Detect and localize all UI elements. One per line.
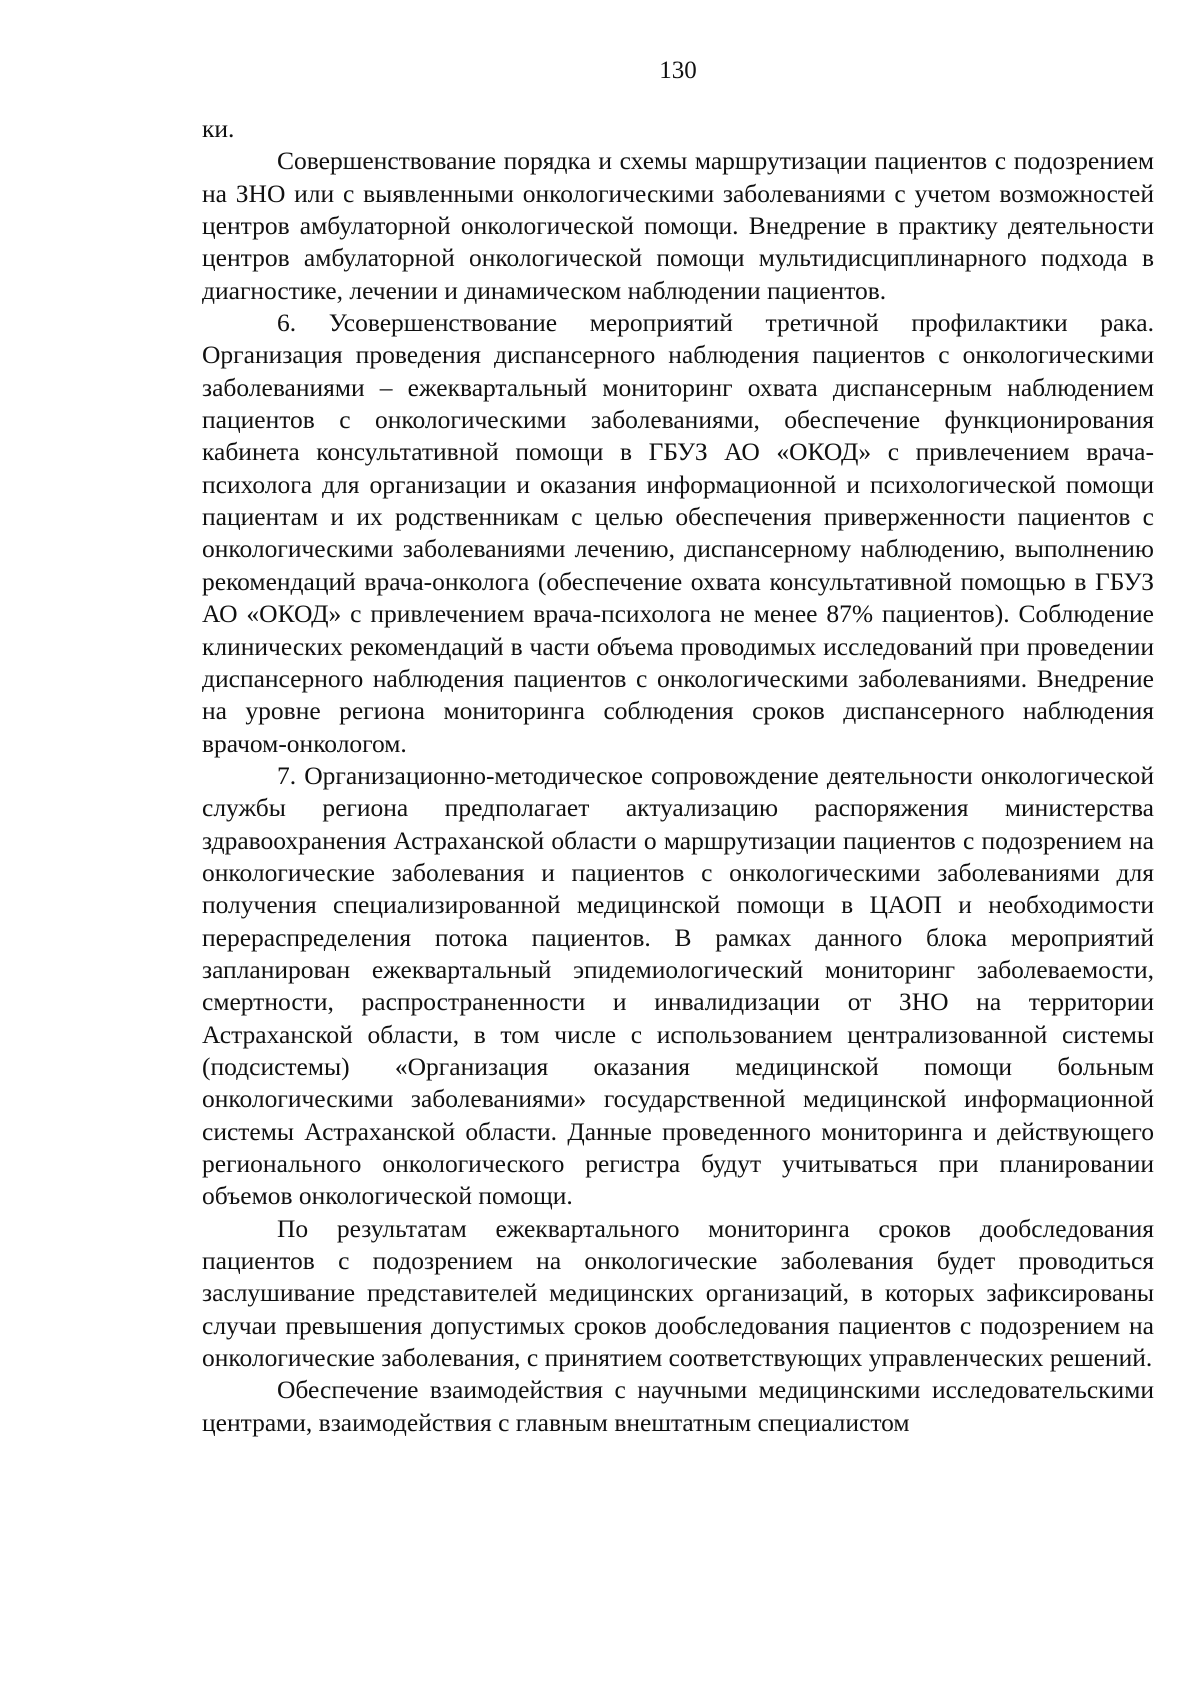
paragraph-monitoring-results: По результатам ежеквартального мониторинга сроков дообследования пациентов с подозрением на онкологические заболевания будет проводиться заслушивание представителей медицинских организаций, в которых зафиксированы случаи превышения допустимых сроков дообследования пациентов с подозрением на онкологические заболевания, с принятием соответствующих управленческих решений. [202, 1213, 1154, 1373]
paragraph-routing: Совершенствование порядка и схемы маршрутизации пациентов с подозрением на ЗНО или с выявленными онкологическими заболеваниями с учетом возможностей центров амбулаторной онкологической помощи. Внедрение в практику деятельности центров амбулаторной онкологической помощи мультидисциплинарного подхода в диагностике, лечении и динамическом наблюдении пациентов. [202, 146, 1154, 305]
paragraph-cooperation: Обеспечение взаимодействия с научными медицинскими исследовательскими центрами, взаимодействия с главным внештатным специалистом [202, 1375, 1154, 1437]
paragraph-item-6: 6. Усовершенствование мероприятий третичной профилактики рака. Организация проведения диспансерного наблюдения пациентов с онкологическими заболеваниями – ежеквартальный мониторинг охвата диспансерным наблюдением пациентов с онкологическими заболеваниями, обеспечение функционирования кабинета консультативной помощи в ГБУЗ АО «ОКОД» с привлечением врача-психолога для организации и оказания информационной и психологической помощи пациентам и их родственникам с целью обеспечения приверженности пациентов с онкологическими заболеваниями лечению, диспансерному наблюдению, выполнению рекомендаций врача-онколога (обеспечение охвата консультативной помощью в ГБУЗ АО «ОКОД» с привлечением врача-психолога не менее 87% пациентов). Соблюдение клинических рекомендаций в части объема проводимых исследований при проведении диспансерного наблюдения пациентов с онкологическими заболеваниями. Внедрение на уровне региона мониторинга соблюдения сроков диспансерного наблюдения врачом-онкологом. [202, 308, 1154, 758]
paragraph-item-7: 7. Организационно-методическое сопровождение деятельности онкологической службы региона предполагает актуализацию распоряжения министерства здравоохранения Астраханской области о маршрутизации пациентов с подозрением на онкологические заболевания и пациентов с онкологическими заболеваниями для получения специализированной медицинской помощи в ЦАОП и необходимости перераспределения потока пациентов. В рамках данного блока мероприятий запланирован ежеквартальный эпидемиологический мониторинг заболеваемости, смертности, распространенности и инвалидизации от ЗНО на территории Астраханской области, в том числе с использованием централизованной системы (подсистемы) «Организация оказания медицинской помощи больным онкологическими заболеваниями» государственной медицинской информационной системы Астраханской области. Данные проведенного мониторинга и действующего регионального онкологического регистра будут учитываться при планировании объемов онкологической помощи. [202, 760, 1154, 1211]
paragraph-continuation: ки. [202, 114, 235, 143]
page-number: 130 [659, 57, 697, 84]
document-body [202, 113, 1154, 1439]
